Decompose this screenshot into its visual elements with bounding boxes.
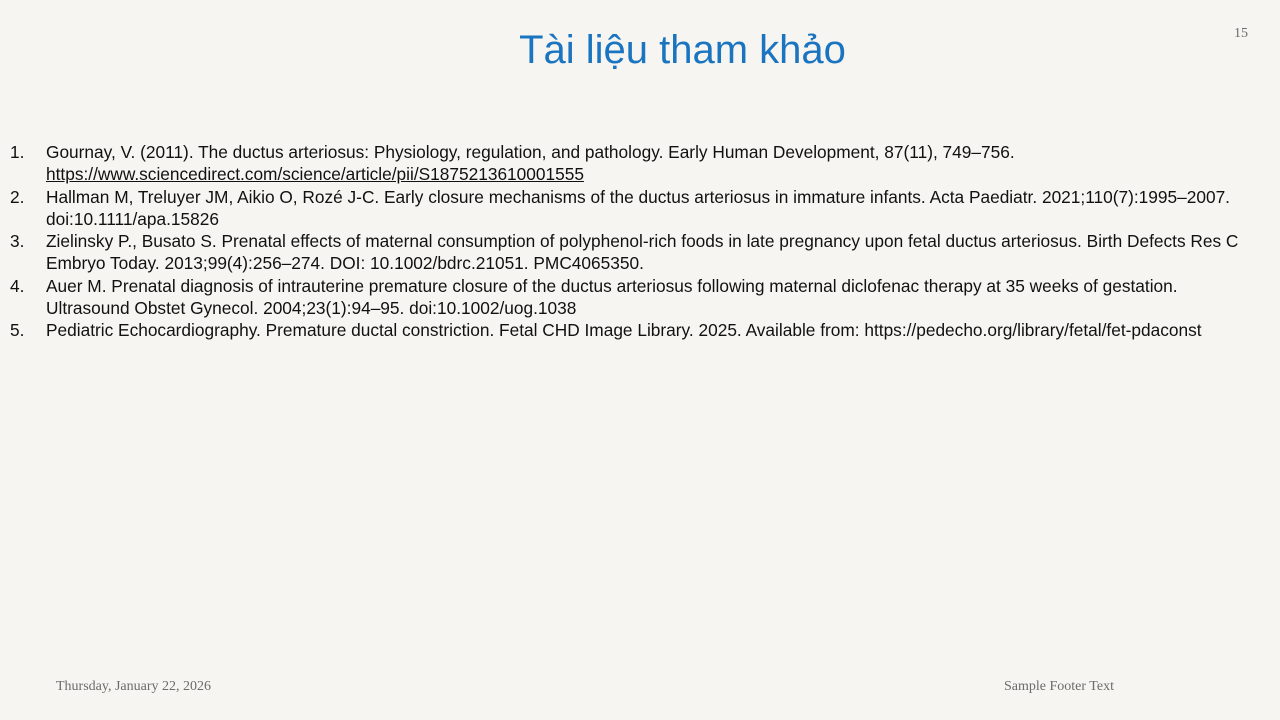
reference-text: Hallman M, Treluyer JM, Aikio O, Rozé J-C. Early closure mechanisms of the ductus arteriosus in immature infants. Acta Paediatr. 2021;110(7):1995–2007. doi:10.1111/apa.15826 (46, 186, 1230, 229)
footer-text: Sample Footer Text (1004, 679, 1114, 694)
reference-text: Zielinsky P., Busato S. Prenatal effects of maternal consumption of polyphenol-rich foods in late pregnancy upon fetal ductus arteriosus. Birth Defects Res C Embryo Today. 2013;99(4):256–274. DOI: 10.1002/bdrc.21051. PMC4065350. (46, 231, 1239, 274)
reference-list (0, 141, 1240, 342)
reference-item (0, 186, 1240, 231)
slide-number: 15 (1234, 26, 1248, 41)
reference-number: 1. (10, 142, 25, 162)
reference-item (0, 319, 1240, 341)
reference-number: 5. (10, 320, 25, 341)
reference-text: Gournay, V. (2011). The ductus arteriosus: Physiology, regulation, and pathology. Early Human Development, 87(11), 749–756. (46, 142, 1015, 162)
reference-number: 2. (10, 186, 25, 207)
reference-item (0, 230, 1240, 275)
footer-date: Thursday, January 22, 2026 (56, 679, 212, 694)
reference-link[interactable]: https://www.sciencedirect.com/science/article/pii/S1875213610001555 (46, 164, 584, 185)
reference-number: 4. (10, 275, 25, 296)
reference-text: Auer M. Prenatal diagnosis of intrauterine premature closure of the ductus arteriosus following maternal diclofenac therapy at 35 weeks of gestation. Ultrasound Obstet Gynecol. 2004;23(1):94–95. doi:10.1002/uog.1038 (46, 275, 1178, 319)
reference-number: 3. (10, 231, 25, 252)
slide-title: Tài liệu tham khảo (519, 28, 846, 72)
reference-item (0, 275, 1240, 320)
reference-item (0, 141, 1240, 186)
reference-text: Pediatric Echocardiography. Premature ductal constriction. Fetal CHD Image Library. 2025. Available from: https://pedecho.org/library/fetal/fet-pdaconst (46, 320, 1202, 341)
